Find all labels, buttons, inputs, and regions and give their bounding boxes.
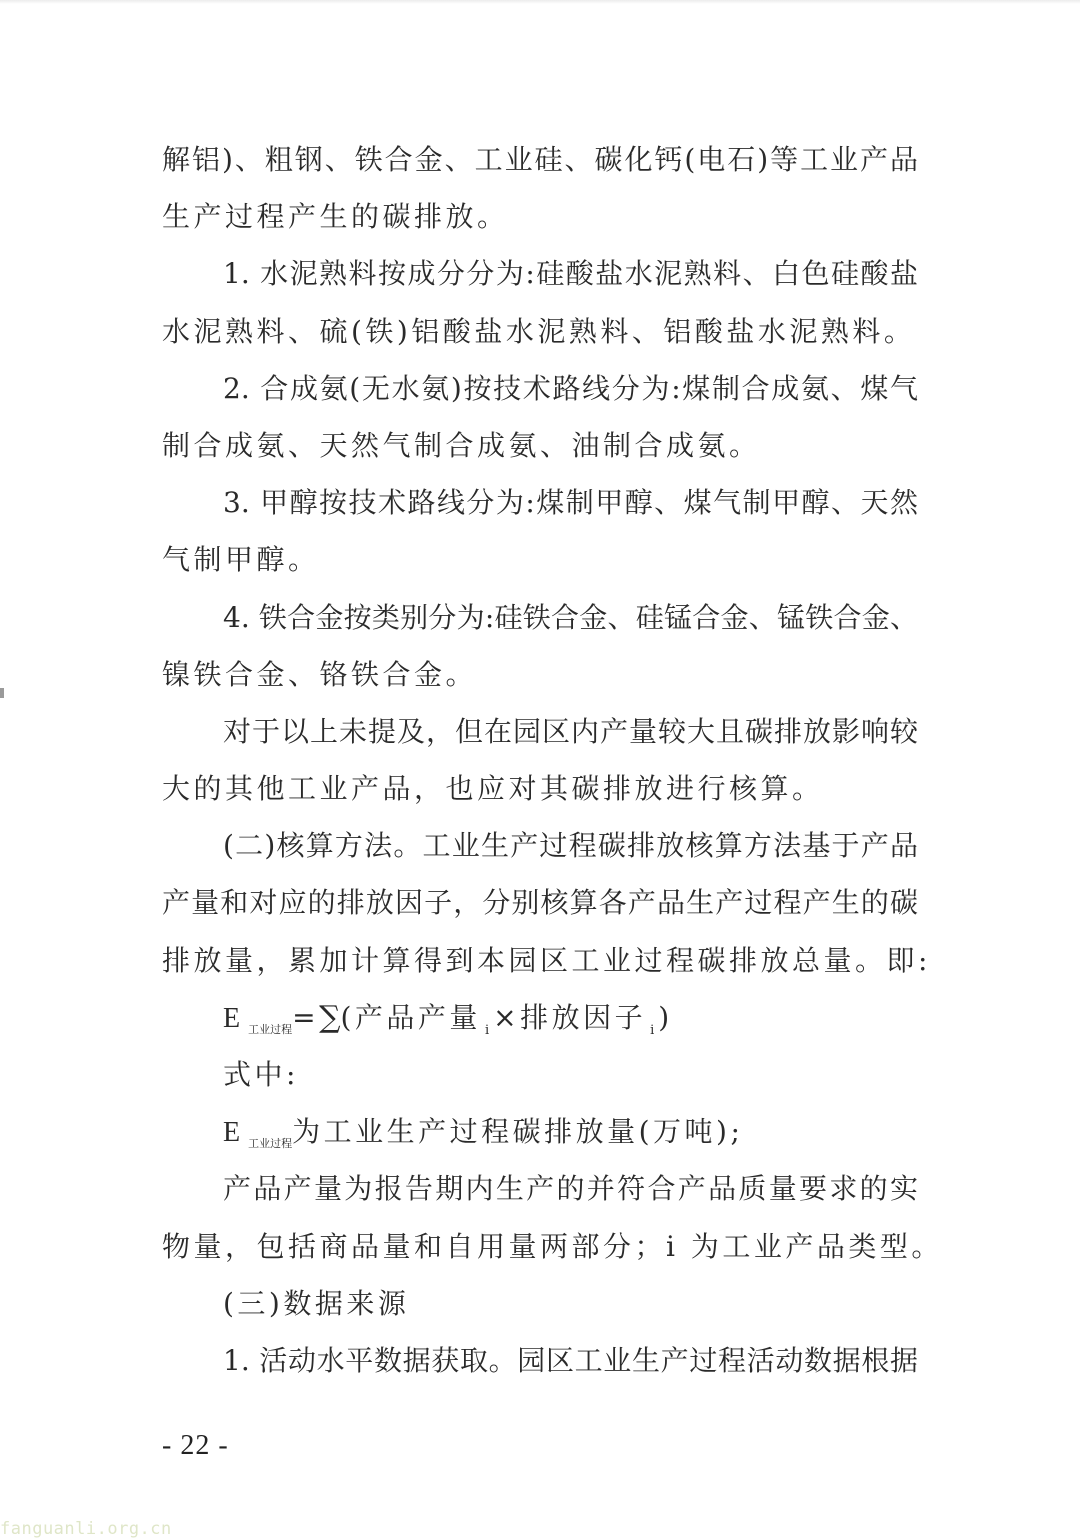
definition-e [162,1109,918,1166]
sigma-symbol: ∑ [319,999,341,1035]
text-line: 镍铁合金、铬铁合金。 [162,657,478,691]
text-line: 大的其他工业产品，也应对其碳排放进行核算。 [162,772,824,806]
formula-variable-e: E [223,1117,241,1149]
scan-top-edge [0,0,1080,4]
formula [162,995,918,1052]
text-line: 气制甲醇。 [162,543,320,577]
text-line: 制合成氨、天然气制合成氨、油制合成氨。 [162,428,761,462]
scan-binding-mark [0,688,4,698]
list-item-activity-data: 1. 活动水平数据获取。园区工业生产过程活动数据根据 [223,1343,918,1377]
page-number: - 22 - [162,1430,229,1461]
formula-close-paren: ) [658,1000,673,1034]
text-line: 物量，包括商品量和自用量两部分；i 为工业产品类型。 [162,1229,943,1263]
section-heading-data-source: (三)数据来源 [223,1286,410,1320]
definition-product-output: 产品产量为报告期内生产的并符合产品质量要求的实 [223,1172,918,1206]
formula-subscript: 工业过程 [248,1137,293,1151]
text-line: 水泥熟料、硫(铁)铝酸盐水泥熟料、铝酸盐水泥熟料。 [162,314,916,348]
formula-emission-factor: ×排放因子 [493,1000,647,1034]
text-line: 产量和对应的排放因子，分别核算各产品生产过程产生的碳 [162,886,918,920]
list-item-cement-clinker: 1. 水泥熟料按成分分为:硅酸盐水泥熟料、白色硅酸盐 [223,257,918,291]
formula-index: i [650,1022,655,1038]
formula-product-output: (产品产量 [340,1000,481,1034]
definition-text: 为工业生产过程碳排放量(万吨); [292,1115,744,1149]
formula-index: i [484,1022,490,1038]
section-heading-accounting-method: (二)核算方法。工业生产过程碳排放核算方法基于产品 [223,829,918,863]
text-line: 生产过程产生的碳排放。 [162,200,509,234]
text-line: 排放量，累加计算得到本园区工业过程碳排放总量。即: [162,943,931,977]
where-label: 式中: [223,1058,299,1091]
text-line: 解铝)、粗钢、铁合金、工业硅、碳化钙(电石)等工业产品 [162,143,918,176]
formula-equals: = [292,1000,320,1034]
watermark: fanguanli.org.cn [0,1519,172,1539]
list-item-ferroalloy: 4. 铁合金按类别分为:硅铁合金、硅锰合金、锰铁合金、 [223,600,918,634]
list-item-methanol: 3. 甲醇按技术路线分为:煤制甲醇、煤气制甲醇、天然 [223,486,918,520]
formula-subscript: 工业过程 [248,1022,293,1036]
document-page [162,137,943,1395]
paragraph-other-products: 对于以上未提及，但在园区内产量较大且碳排放影响较 [223,714,918,748]
formula-variable-e: E [223,1002,241,1034]
list-item-ammonia: 2. 合成氨(无水氨)按技术路线分为:煤制合成氨、煤气 [223,371,918,405]
